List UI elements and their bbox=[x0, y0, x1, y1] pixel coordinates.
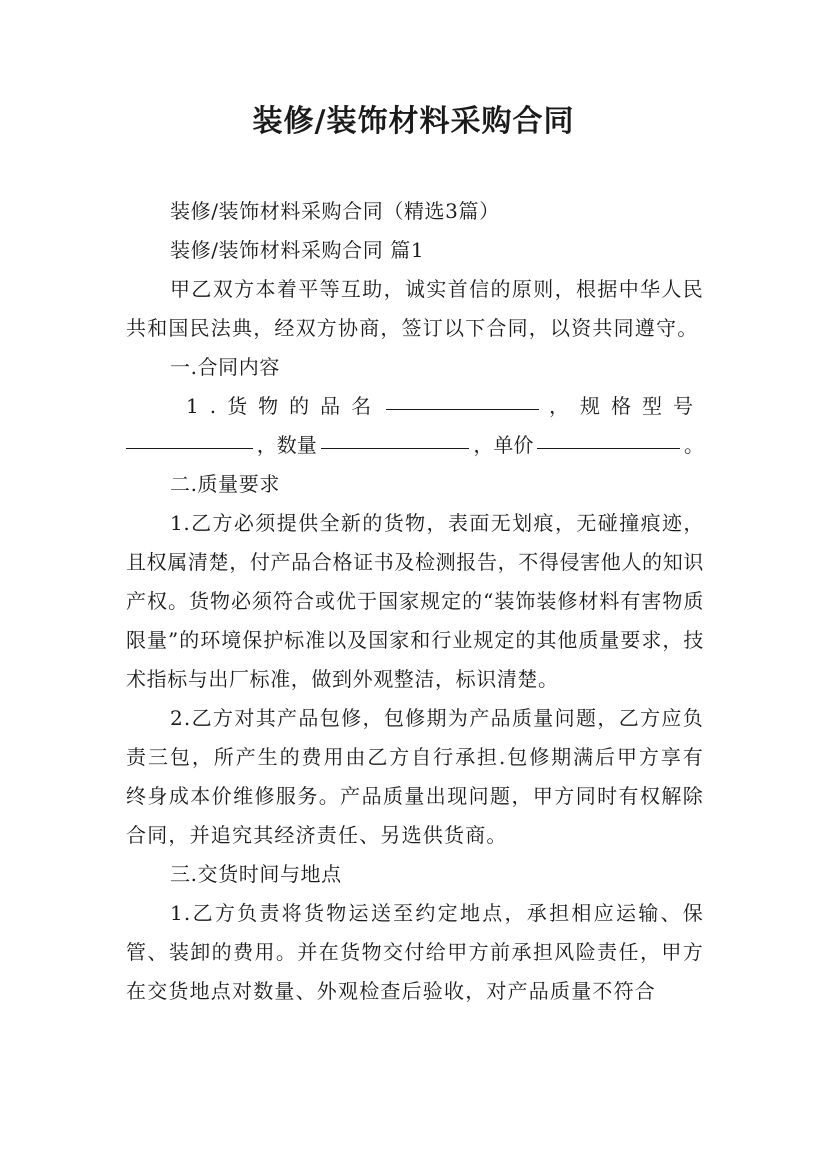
part-heading: 装修/装饰材料采购合同 篇1 bbox=[170, 238, 425, 262]
line-end-mark: 。 bbox=[684, 433, 704, 457]
goods-name-blank[interactable] bbox=[386, 389, 539, 410]
quantity-label: ，数量 bbox=[256, 433, 317, 457]
goods-info-line-1 bbox=[126, 387, 704, 426]
document-title: 装修/装饰材料采购合同 bbox=[252, 104, 575, 139]
section-2-heading: 二.质量要求 bbox=[170, 472, 280, 496]
unit-price-blank[interactable] bbox=[537, 428, 680, 449]
section-3-item-1: 1.乙方负责将货物运送至约定地点，承担相应运输、保管、装卸的费用。并在货物交付给甲方前承担风险责任，甲方在交货地点对数量、外观检查后验收，对产品质量不符合 bbox=[126, 901, 704, 1003]
section-1-heading: 一.合同内容 bbox=[170, 355, 280, 379]
quantity-blank[interactable] bbox=[321, 428, 470, 449]
goods-name-label: 1.货物的品名 bbox=[186, 394, 383, 418]
spec-model-label: ，规格型号 bbox=[549, 394, 704, 418]
section-2-item-2: 2.乙方对其产品包修，包修期为产品质量问题，乙方应负责三包，所产生的费用由乙方自行承担.包修期满后甲方享有终身成本价维修服务。产品质量出现问题，甲方同时有权解除合同，并追究其经济责任、另选供货商。 bbox=[126, 706, 704, 847]
section-3-heading: 三.交货时间与地点 bbox=[170, 862, 342, 886]
document-body bbox=[126, 192, 704, 1011]
section-2-item-1: 1.乙方必须提供全新的货物，表面无划痕，无碰撞痕迹，且权属清楚，付产品合格证书及检测报告，不得侵害他人的知识产权。货物必须符合或优于国家规定的“装饰装修材料有害物质限量”的环境保护标准以及国家和行业规定的其他质量要求，技术指标与出厂标准，做到外观整洁，标识清楚。 bbox=[126, 511, 704, 691]
unit-price-label: ，单价 bbox=[473, 433, 534, 457]
document-subtitle: 装修/装饰材料采购合同（精选3篇） bbox=[170, 199, 500, 223]
intro-paragraph: 甲乙双方本着平等互助，诚实首信的原则，根据中华人民共和国民法典，经双方协商，签订以下合同，以资共同遵守。 bbox=[126, 277, 704, 340]
spec-model-blank[interactable] bbox=[126, 428, 253, 449]
goods-info-line-2 bbox=[126, 426, 704, 465]
